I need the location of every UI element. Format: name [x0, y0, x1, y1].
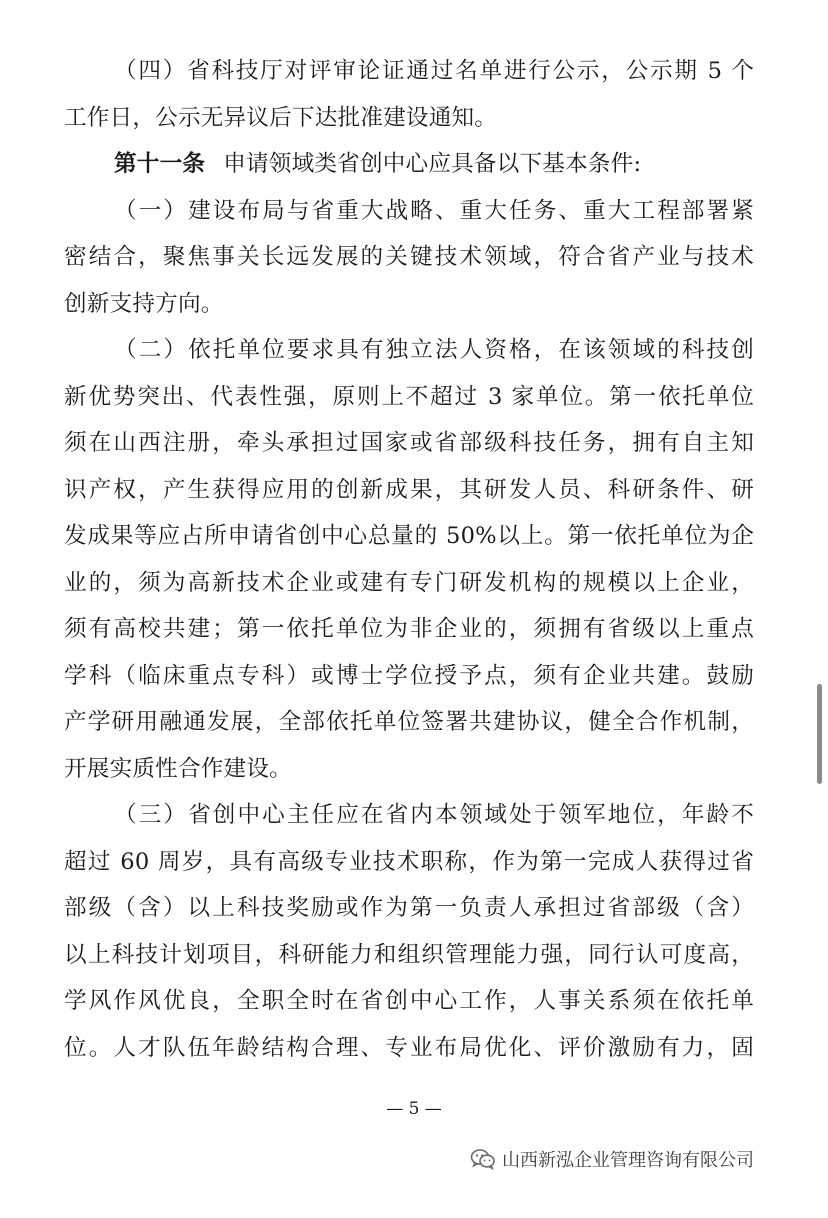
page-number: — 5 —	[386, 1099, 442, 1119]
text-line: 须有高校共建；第一依托单位为非企业的，须拥有省级以上重点	[64, 616, 754, 642]
text-line: 密结合，聚焦事关长远发展的关键技术领域，符合省产业与技术	[64, 244, 754, 270]
watermark	[470, 1144, 754, 1174]
text-line: 业的，须为高新技术企业或建有专门研发机构的规模以上企业，	[64, 569, 754, 596]
text-line: 须在山西注册，牵头承担过国家或省部级科技任务，拥有自主知	[64, 430, 754, 456]
text-line: （一）建设布局与省重大战略、重大任务、重大工程部署紧	[114, 197, 754, 224]
text-line: 学风作风优良，全职全时在省创中心工作，人事关系须在依托单	[64, 988, 754, 1014]
text-line: 超过 60 周岁，具有高级专业技术职称，作为第一完成人获得过省	[64, 848, 754, 875]
document-body	[64, 48, 754, 1071]
text-line: 学科（临床重点专科）或博士学位授予点，须有企业共建。鼓励	[64, 662, 754, 689]
text-line: 工作日，公示无异议后下达批准建设通知。	[64, 104, 498, 131]
article-text: 申请领域类省创中心应具备以下基本条件:	[223, 151, 642, 177]
article-line	[64, 141, 754, 188]
text-line: 创新支持方向。	[64, 290, 224, 317]
text-line: 开展实质性合作建设。	[64, 755, 292, 782]
text-line: （三）省创中心主任应在省内本领域处于领军地位，年龄不	[114, 802, 754, 828]
text-line: 位。人才队伍年龄结构合理、专业布局优化、评价激励有力，固	[64, 1034, 754, 1061]
text-line: 以上科技计划项目，科研能力和组织管理能力强，同行认可度高，	[64, 941, 754, 968]
text-line: 产学研用融通发展，全部依托单位签署共建协议，健全合作机制，	[64, 709, 754, 735]
text-line: （二）依托单位要求具有独立法人资格，在该领域的科技创	[114, 337, 754, 363]
text-line: 新优势突出、代表性强，原则上不超过 3 家单位。第一依托单位	[64, 383, 754, 410]
text-line: 发成果等应占所申请省创中心总量的 50%以上。第一依托单位为企	[64, 523, 754, 549]
article-heading: 第十一条	[114, 151, 206, 177]
text-line: 识产权，产生获得应用的创新成果，其研发人员、科研条件、研	[64, 476, 754, 503]
wechat-icon	[470, 1147, 496, 1171]
scrollbar-thumb[interactable]	[817, 684, 822, 784]
watermark-text: 山西新泓企业管理咨询有限公司	[502, 1150, 754, 1171]
text-line: （四）省科技厅对评审论证通过名单进行公示，公示期 5 个	[114, 58, 754, 84]
text-line: 部级（含）以上科技奖励或作为第一负责人承担过省部级（含）	[64, 895, 754, 921]
